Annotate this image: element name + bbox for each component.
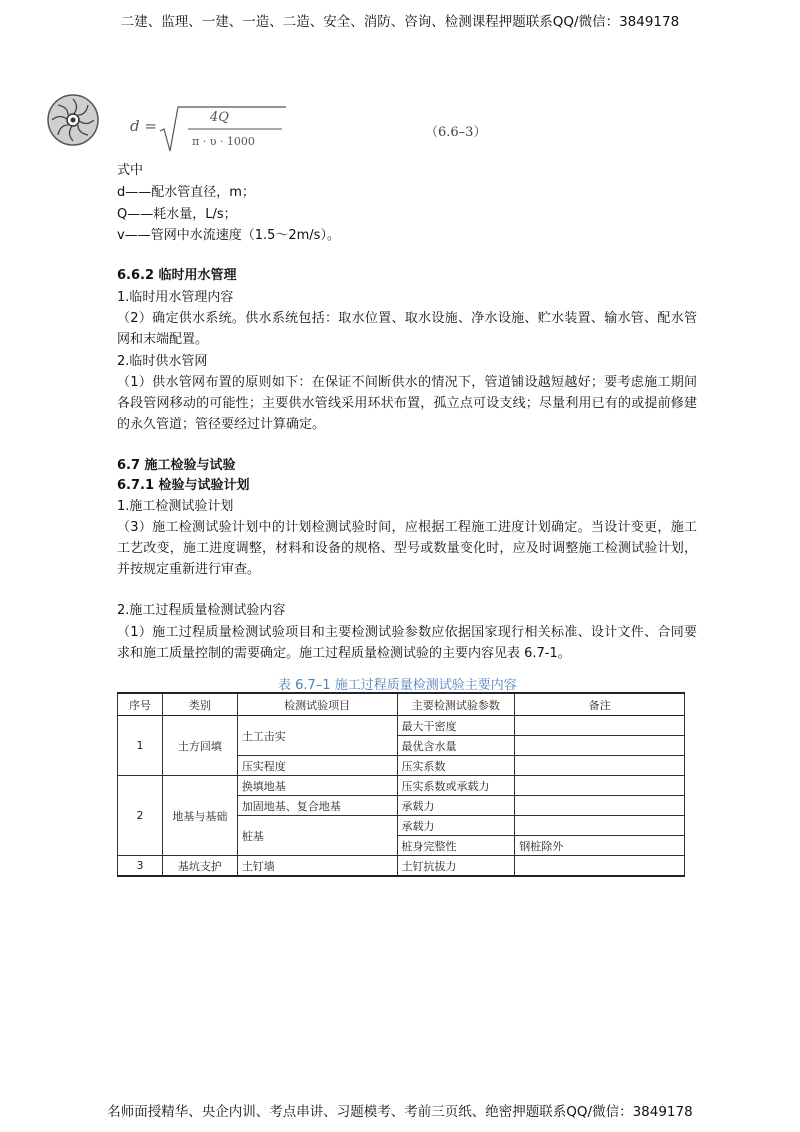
paragraph-test-content: （1）施工过程质量检测试验项目和主要检测试验参数应依据国家现行相关标准、设计文件、合同要求和施工质量控制的需要确定。施工过程质量检测试验的主要内容见表 6.7-1。 bbox=[117, 625, 697, 661]
logo-icon bbox=[46, 93, 100, 147]
table-row bbox=[118, 856, 685, 877]
definition-v: v——管网中水流速度（1.5～2m/s）。 bbox=[117, 228, 340, 243]
row-item: 土钉墙 bbox=[237, 856, 397, 877]
table-header-row bbox=[118, 693, 685, 716]
row-parameter: 承载力 bbox=[397, 816, 515, 836]
header-cell: 备注 bbox=[515, 693, 685, 716]
header-cell: 检测试验项目 bbox=[237, 693, 397, 716]
row-category: 地基与基础 bbox=[162, 776, 237, 856]
row-parameter: 土钉抗拔力 bbox=[397, 856, 515, 877]
subitem-plan: 1.施工检测试验计划 bbox=[117, 499, 234, 514]
row-parameter: 最大干密度 bbox=[397, 716, 515, 736]
section-heading-662: 6.6.2 临时用水管理 bbox=[117, 268, 237, 283]
row-item: 加固地基、复合地基 bbox=[237, 796, 397, 816]
subitem-2: 2.临时供水管网 bbox=[117, 354, 208, 369]
equation-number: （6.6–3） bbox=[425, 125, 487, 140]
formula-lhs: d = bbox=[130, 117, 157, 135]
definition-q: Q——耗水量，L/s； bbox=[117, 207, 237, 222]
table-row bbox=[118, 776, 685, 796]
header-cell: 序号 bbox=[118, 693, 163, 716]
page-header: 二建、监理、一建、一造、二造、安全、消防、咨询、检测课程押题联系QQ/微信：3849178 bbox=[120, 14, 680, 30]
row-note bbox=[515, 816, 685, 836]
definitions-intro: 式中 bbox=[117, 163, 144, 178]
row-number: 1 bbox=[118, 716, 163, 776]
row-item: 压实程度 bbox=[237, 756, 397, 776]
row-item: 桩基 bbox=[237, 816, 397, 856]
header-cell: 类别 bbox=[162, 693, 237, 716]
formula bbox=[130, 105, 310, 155]
formula-denominator: π · υ · 1000 bbox=[192, 135, 255, 148]
row-parameter: 承载力 bbox=[397, 796, 515, 816]
page-footer: 名师面授精华、央企内训、考点串讲、习题模考、考前三页纸、绝密押题联系QQ/微信：3849178 bbox=[107, 1104, 693, 1120]
row-category: 基坑支护 bbox=[162, 856, 237, 877]
header-cell: 主要检测试验参数 bbox=[397, 693, 515, 716]
row-note bbox=[515, 776, 685, 796]
row-item: 换填地基 bbox=[237, 776, 397, 796]
section-heading-67: 6.7 施工检验与试验 bbox=[117, 458, 236, 473]
table-row bbox=[118, 716, 685, 736]
row-parameter: 桩身完整性 bbox=[397, 836, 515, 856]
formula-numerator: 4Q bbox=[210, 110, 229, 125]
row-note: 钢桩除外 bbox=[515, 836, 685, 856]
subitem-content: 2.施工过程质量检测试验内容 bbox=[117, 603, 286, 618]
row-item: 土工击实 bbox=[237, 716, 397, 756]
paragraph-pipe-network: （1）供水管网布置的原则如下：在保证不间断供水的情况下，管道铺设越短越好；要考虑施工期间各段管网移动的可能性；主要供水管线采用环状布置，孤立点可设支线；尽量利用已有的或提前修建的永久管道；管径要经过计算确定。 bbox=[117, 375, 697, 432]
row-number: 2 bbox=[118, 776, 163, 856]
row-parameter: 最优含水量 bbox=[397, 736, 515, 756]
row-note bbox=[515, 716, 685, 736]
row-note bbox=[515, 756, 685, 776]
row-note bbox=[515, 796, 685, 816]
quality-test-table bbox=[117, 692, 685, 877]
paragraph-test-plan: （3）施工检测试验计划中的计划检测试验时间，应根据工程施工进度计划确定。当设计变更，施工工艺改变，施工进度调整，材料和设备的规格、型号或数量变化时，应及时调整施工检测试验计划，并按规定重新进行审查。 bbox=[117, 520, 697, 577]
subitem-1: 1.临时用水管理内容 bbox=[117, 290, 234, 305]
section-heading-671: 6.7.1 检验与试验计划 bbox=[117, 478, 250, 493]
definition-d: d——配水管直径，m； bbox=[117, 185, 255, 200]
row-number: 3 bbox=[118, 856, 163, 877]
paragraph-supply-system: （2）确定供水系统。供水系统包括：取水位置、取水设施、净水设施、贮水装置、输水管、配水管网和末端配置。 bbox=[117, 311, 697, 347]
row-note bbox=[515, 856, 685, 877]
table-caption: 表 6.7–1 施工过程质量检测试验主要内容 bbox=[278, 678, 517, 693]
row-category: 土方回填 bbox=[162, 716, 237, 776]
row-note bbox=[515, 736, 685, 756]
row-parameter: 压实系数或承载力 bbox=[397, 776, 515, 796]
row-parameter: 压实系数 bbox=[397, 756, 515, 776]
